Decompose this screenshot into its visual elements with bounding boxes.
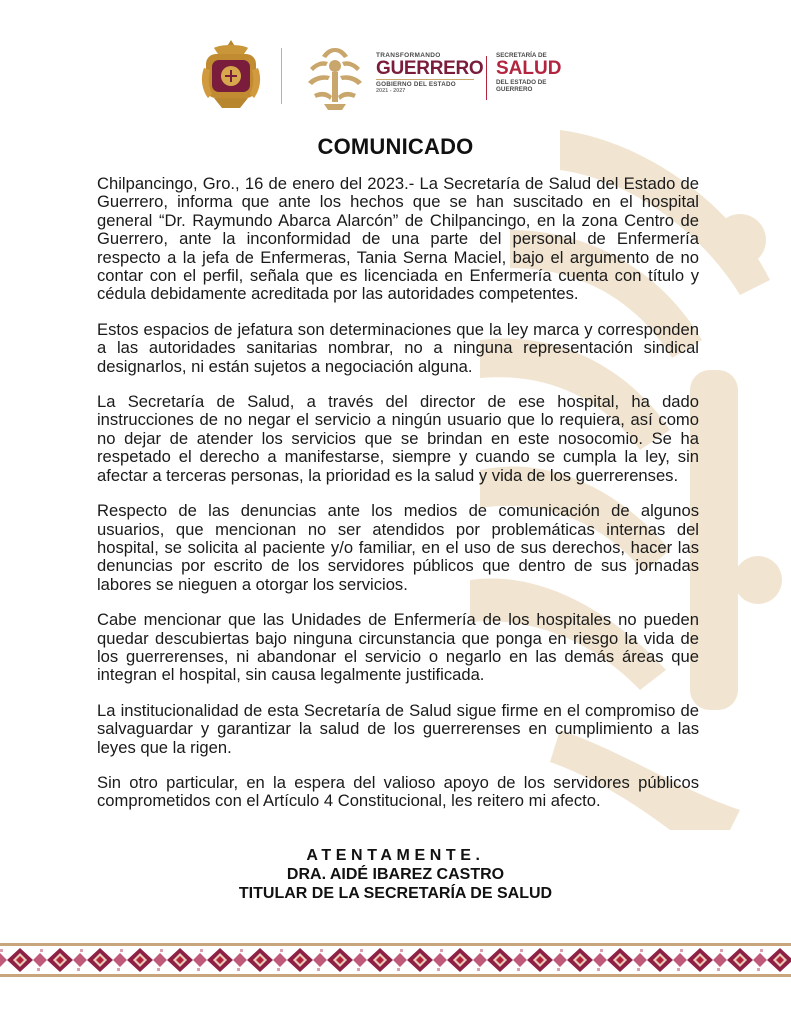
paragraph-5: Cabe mencionar que las Unidades de Enfermería de los hospitales no pueden quedar descubiertas bajo ninguna circunstancia que ponga en riesgo la vida de los guerrerenses, ni abandonar el servicio o negarlo en las demás áreas que integran el hospital, sin causa legalmente justificada. — [97, 610, 699, 685]
gov-tagline: TRANSFORMANDO — [376, 52, 441, 59]
gov-name: GUERRERO — [376, 58, 484, 79]
header-logos — [0, 38, 791, 114]
paragraph-1: Chilpancingo, Gro., 16 de enero del 2023.- La Secretaría de Salud del Estado de Guerrero, informa que ante los hechos que se han suscitado en el hospital general “Dr. Raymundo Abarca Alarcón” de Chilpancingo, en la zona Centro de Guerrero, ante la inconformidad de una parte del personal de Enfermería respecto a la jefa de Enfermeras, Tania Serna Maciel, bajo el argumento de no contar con el perfil, señala que es licenciada en Enfermería cuenta con título y cédula debidamente acreditada por las autoridades competentes. — [97, 174, 699, 304]
salud-sub-1: DEL ESTADO DE — [496, 79, 547, 86]
salud-wordmark — [496, 52, 586, 93]
gov-subtitle: GOBIERNO DEL ESTADO — [376, 79, 474, 88]
closing: ATENTAMENTE. — [306, 847, 485, 864]
gov-years: 2021 - 2027 — [376, 88, 406, 94]
signer-name: DRA. AIDÉ IBAREZ CASTRO — [286, 866, 505, 883]
paragraph-2: Estos espacios de jefatura son determinaciones que la ley marca y corresponden a las autoridades sanitarias nombrar, no a ninguna representación sindical designarlos, ni están sujetos a negociación alguna. — [97, 319, 699, 376]
paragraph-4: Respecto de las denuncias ante los medios de comunicación de algunos usuarios, que mencionan no ser atendidos por problemáticas internas del hospital, se solicita al paciente y/o familiar, en el uso de sus derechos, hacer las denuncias por escrito de los servidores públicos que dentro de sus jornadas labores se nieguen a otorgar los servicios. — [97, 501, 699, 594]
signer-position: TITULAR DE LA SECRETARÍA DE SALUD — [238, 885, 553, 902]
paragraph-6: La institucionalidad de esta Secretaría de Salud sigue firme en el compromiso de salvaguardar y garantizar la salud de los guerrerenses en cumplimiento a las leyes que la rigen. — [97, 700, 699, 757]
salud-sub-2: GUERRERO — [496, 86, 533, 93]
document-title: COMUNICADO — [317, 134, 474, 159]
decorative-border-pattern — [0, 941, 791, 979]
salud-prefix: SECRETARÍA DE — [496, 52, 547, 59]
state-crest-icon — [200, 38, 262, 112]
header-divider — [281, 48, 282, 104]
paragraph-7: Sin otro particular, en la espera del valioso apoyo de los servidores públicos comprometidos con el Artículo 4 Constitucional, les reitero mi afecto. — [97, 772, 699, 811]
gobierno-wordmark — [376, 52, 484, 94]
guerrero-emblem-icon — [300, 46, 370, 112]
header-divider-2 — [486, 56, 487, 100]
document-body — [97, 175, 699, 828]
signature-block — [0, 846, 791, 903]
paragraph-3: La Secretaría de Salud, a través del director de ese hospital, ha dado instrucciones de no negar el servicio a ningún usuario que lo requiera, así como no dejar de atender los servicios que se brindan en este nosocomio. Se ha respetado el derecho a manifestarse, siempre y cuando se cumpla la ley, sin afectar a terceras personas, la prioridad es la salud y vida de los guerrerenses. — [97, 392, 699, 485]
salud-name: SALUD — [496, 58, 562, 79]
